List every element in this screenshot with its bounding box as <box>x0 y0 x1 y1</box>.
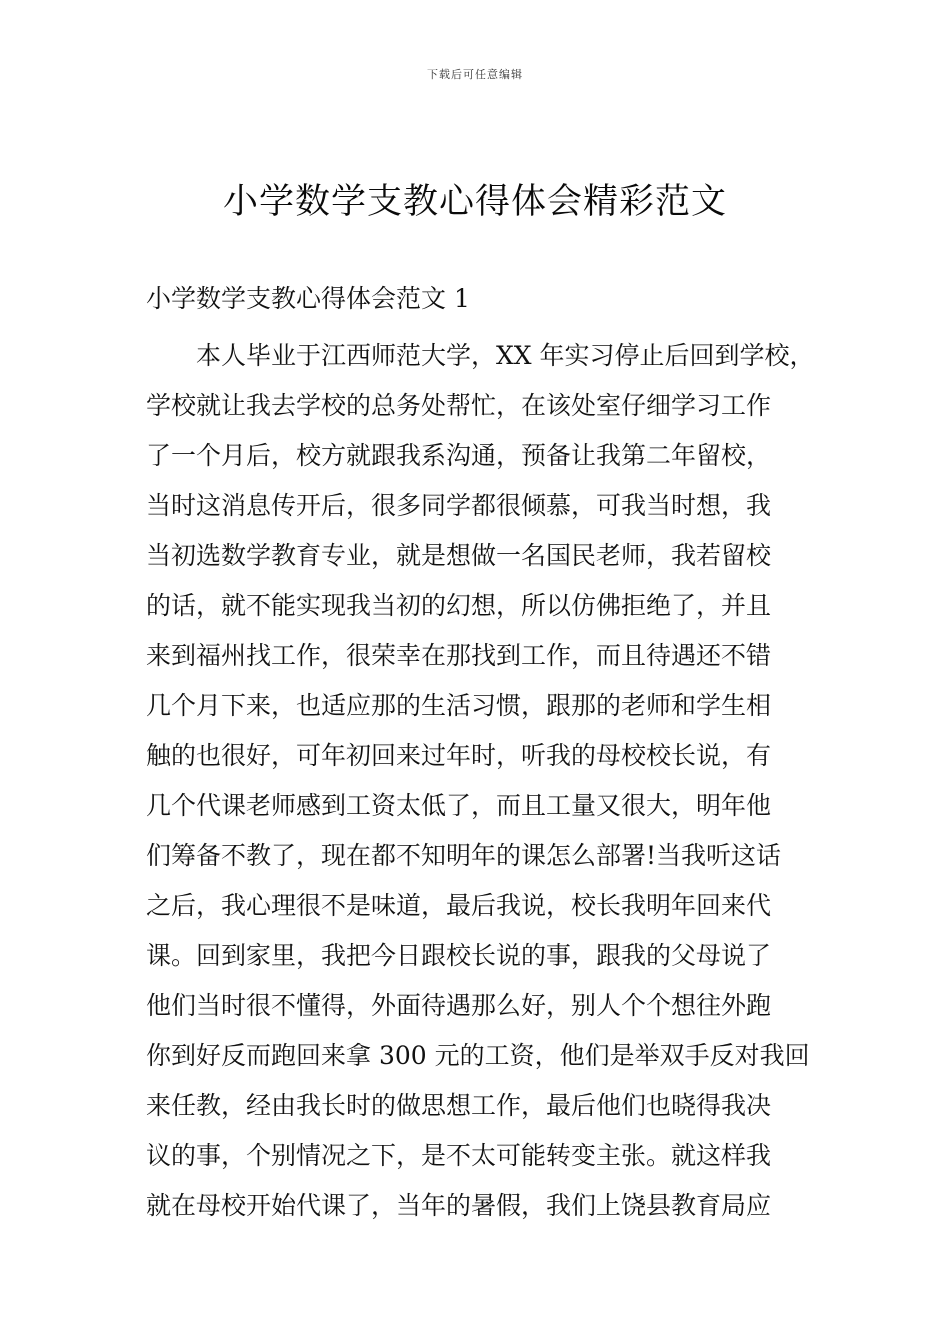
paragraph-line: 他们当时很不懂得，外面待遇那么好，别人个个想往外跑 <box>146 991 772 1020</box>
paragraph-line: 本人毕业于江西师范大学，XX 年实习停止后回到学校， <box>196 341 815 370</box>
paragraph-line: 来到福州找工作，很荣幸在那找到工作，而且待遇还不错 <box>146 641 772 670</box>
paragraph-line: 几个代课老师感到工资太低了，而且工量又很大，明年他 <box>146 791 772 820</box>
document-title: 小学数学支教心得体会精彩范文 <box>222 182 727 222</box>
paragraph-line: 当时这消息传开后，很多同学都很倾慕，可我当时想，我 <box>146 491 772 520</box>
paragraph-line: 几个月下来，也适应那的生活习惯，跟那的老师和学生相 <box>146 691 772 720</box>
section-heading: 小学数学支教心得体会范文 1 <box>146 284 470 313</box>
paragraph-line: 课。回到家里，我把今日跟校长说的事，跟我的父母说了 <box>146 941 772 970</box>
header-note: 下载后可任意编辑 <box>427 68 523 81</box>
paragraph-line: 就在母校开始代课了，当年的暑假，我们上饶县教育局应 <box>146 1191 772 1220</box>
paragraph-line: 的话，就不能实现我当初的幻想，所以仿佛拒绝了，并且 <box>146 591 772 620</box>
paragraph-line: 们筹备不教了，现在都不知明年的课怎么部署!当我听这话 <box>146 841 782 870</box>
paragraph-line: 了一个月后，校方就跟我系沟通，预备让我第二年留校， <box>146 441 772 470</box>
paragraph-line: 你到好反而跑回来拿 300 元的工资，他们是举双手反对我回 <box>146 1041 810 1070</box>
body-paragraph <box>146 331 826 1231</box>
paragraph-line: 触的也很好，可年初回来过年时，听我的母校校长说，有 <box>146 741 772 770</box>
paragraph-line: 来任教，经由我长时的做思想工作，最后他们也晓得我决 <box>146 1091 772 1120</box>
paragraph-line: 议的事，个别情况之下，是不太可能转变主张。就这样我 <box>146 1141 772 1170</box>
paragraph-line: 之后，我心理很不是味道，最后我说，校长我明年回来代 <box>146 891 772 920</box>
paragraph-line: 当初选数学教育专业，就是想做一名国民老师，我若留校 <box>146 541 772 570</box>
paragraph-line: 学校就让我去学校的总务处帮忙，在该处室仔细学习工作 <box>146 391 772 420</box>
